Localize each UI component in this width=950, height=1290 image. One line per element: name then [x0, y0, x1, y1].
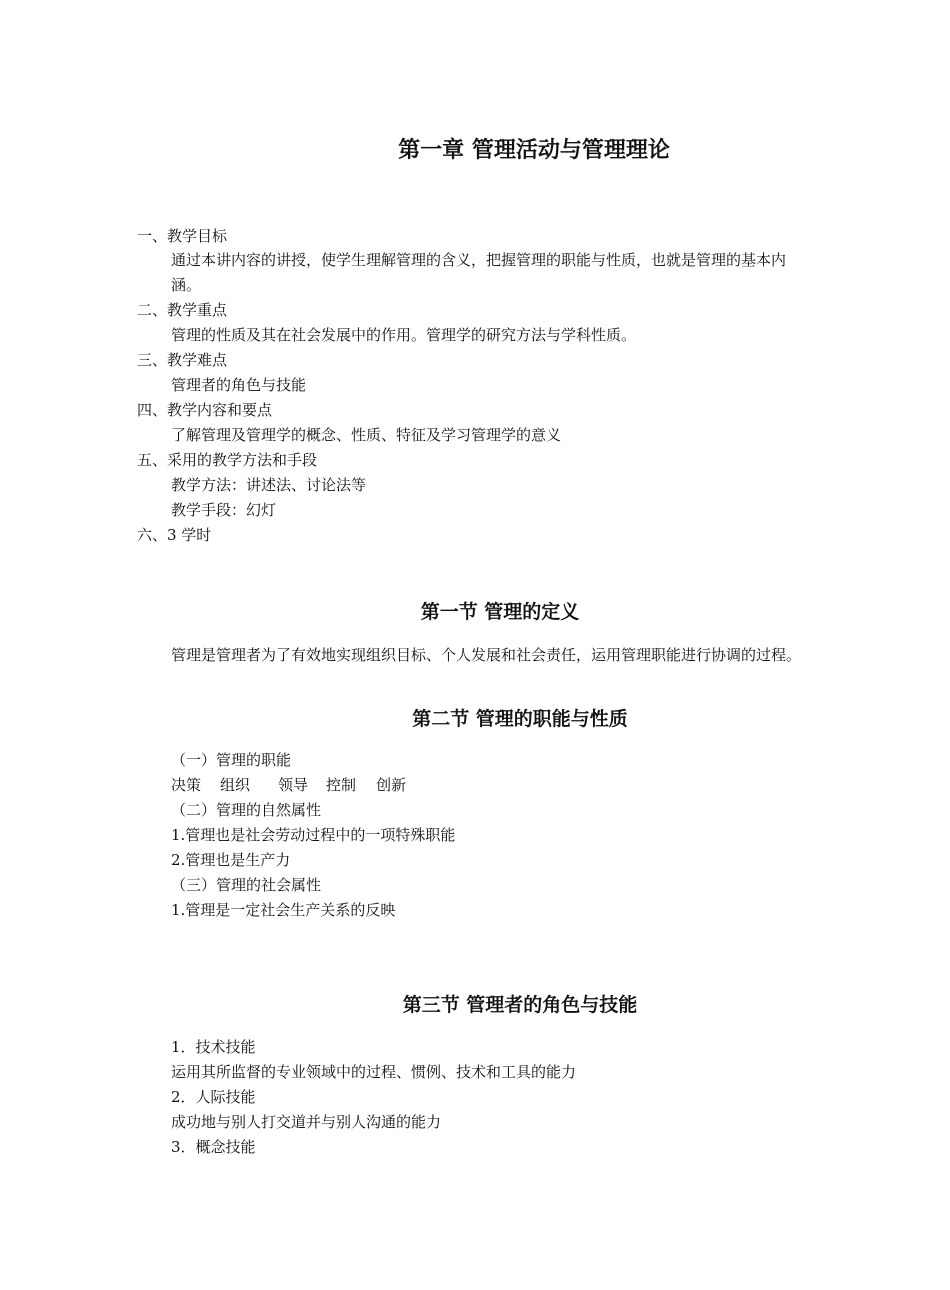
section3-title: 第三节 管理者的角色与技能: [402, 994, 638, 1016]
function-organize: 组织: [220, 776, 251, 794]
skill2-desc: 成功地与别人打交道并与别人沟通的能力: [171, 1113, 442, 1131]
outline-text-5b: 教学手段：幻灯: [171, 501, 277, 519]
outline-label-5: 五、采用的教学方法和手段: [137, 451, 318, 469]
section2-item2-1: 1.管理也是社会劳动过程中的一项特殊职能: [171, 826, 456, 844]
section2-item3-1: 1.管理是一定社会生产关系的反映: [171, 901, 396, 919]
outline-label-2: 二、教学重点: [137, 301, 228, 319]
outline-text-5a: 教学方法：讲述法、讨论法等: [171, 476, 367, 494]
functions-row: [171, 775, 406, 795]
outline-label-3: 三、教学难点: [137, 351, 228, 369]
section2-item2-2: 2.管理也是生产力: [171, 851, 291, 869]
skill2-label: 2．人际技能: [171, 1088, 256, 1106]
function-control: 控制: [326, 776, 357, 794]
section2-sub2: （二）管理的自然属性: [171, 801, 322, 819]
section2-title: 第二节 管理的职能与性质: [412, 708, 628, 730]
outline-text-1a: 通过本讲内容的讲授，使学生理解管理的含义，把握管理的职能与性质，也就是管理的基本内: [171, 251, 787, 269]
outline-label-6: 六、3 学时: [137, 526, 212, 544]
skill3-label: 3．概念技能: [171, 1138, 256, 1156]
function-innovate: 创新: [376, 776, 407, 794]
outline-text-3: 管理者的角色与技能: [171, 376, 307, 394]
chapter-title: 第一章 管理活动与管理理论: [398, 138, 670, 163]
function-decision: 决策: [171, 776, 202, 794]
outline-text-1b: 涵。: [171, 276, 202, 294]
function-lead: 领导: [278, 776, 309, 794]
outline-label-1: 一、教学目标: [137, 227, 228, 245]
skill1-desc: 运用其所监督的专业领域中的过程、惯例、技术和工具的能力: [171, 1063, 577, 1081]
skill1-label: 1．技术技能: [171, 1038, 256, 1056]
outline-text-2: 管理的性质及其在社会发展中的作用。管理学的研究方法与学科性质。: [171, 326, 637, 344]
section1-title: 第一节 管理的定义: [420, 601, 580, 623]
outline-text-4: 了解管理及管理学的概念、性质、特征及学习管理学的意义: [171, 426, 562, 444]
outline-label-4: 四、教学内容和要点: [137, 401, 273, 419]
section2-sub3: （三）管理的社会属性: [171, 876, 322, 894]
section1-body: 管理是管理者为了有效地实现组织目标、个人发展和社会责任，运用管理职能进行协调的过程。: [171, 646, 802, 664]
section2-sub1: （一）管理的职能: [171, 751, 292, 769]
